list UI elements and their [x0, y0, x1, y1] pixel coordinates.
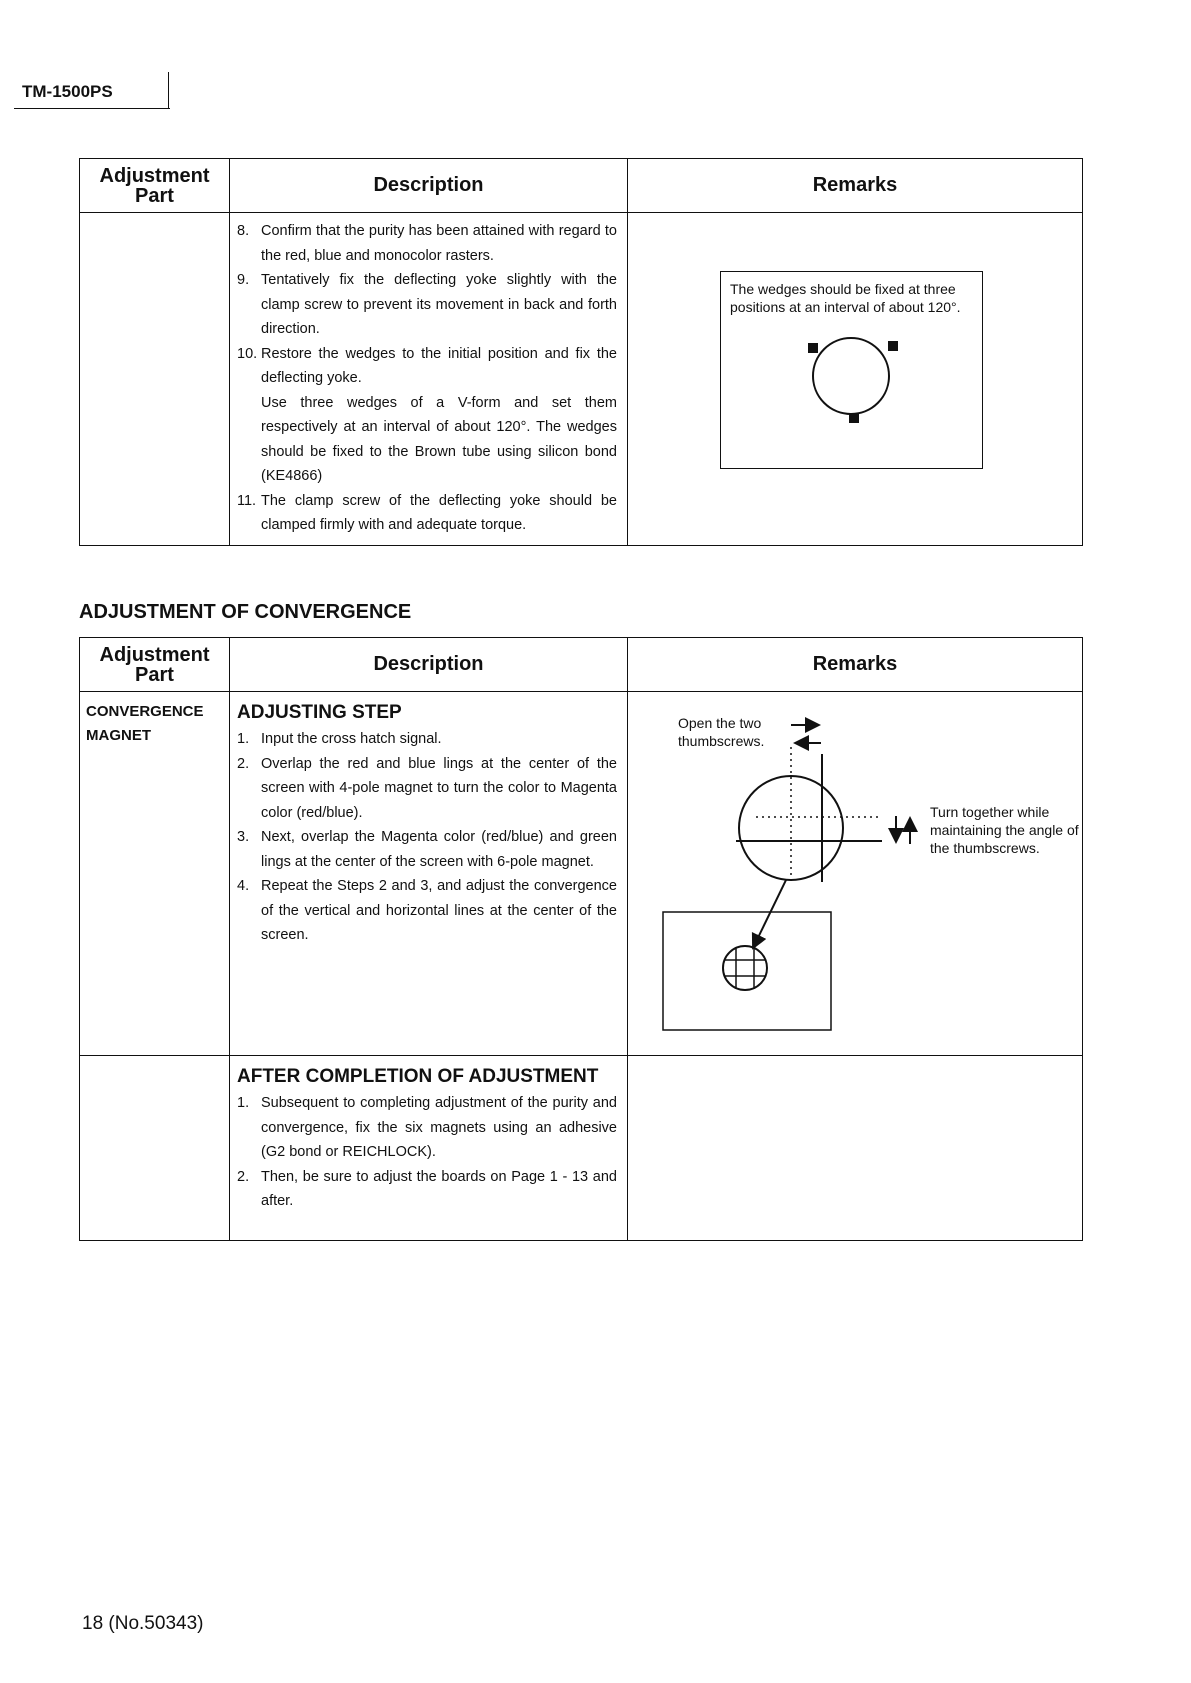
remarks-cell	[628, 213, 1083, 546]
list-item: 11. The clamp screw of the deflecting yoke should be clamped firmly with and adequate torque.	[237, 492, 617, 533]
tube-circle	[813, 338, 889, 414]
crosshatch-icon	[723, 946, 767, 990]
model-number: TM-1500PS	[22, 82, 113, 101]
header-rule	[14, 108, 170, 109]
wedge-diagram	[720, 271, 983, 469]
pointer-arrow-icon	[753, 880, 786, 948]
list-item: 4. Repeat the Steps 2 and 3, and adjust the convergence of the vertical and horizontal lines at the center of the screen.	[237, 878, 617, 943]
wedge-note: The wedges should be fixed at three positions at an interval of about 120°.	[730, 281, 961, 315]
list-item: 1. Subsequent to completing adjustment of the purity and convergence, fix the six magnets using an adhesive (G2 bond or REICHLOCK).	[237, 1095, 617, 1160]
wedge-marker	[888, 341, 898, 351]
adjusting-step-heading: ADJUSTING STEP	[237, 702, 402, 723]
remarks-cell-empty	[628, 1056, 1083, 1241]
list-item: 10. Restore the wedges to the initial position and fix the deflecting yoke.	[237, 345, 617, 386]
convergence-diagram	[628, 692, 1083, 1054]
list-item: 9. Tentatively fix the deflecting yoke slightly with the clamp screw to prevent its movement in back and forth direction.	[237, 272, 617, 337]
after-completion-heading: AFTER COMPLETION OF ADJUSTMENT	[237, 1066, 599, 1087]
list-item: 8. Confirm that the purity has been attained with regard to the red, blue and monocolor rasters.	[237, 223, 617, 264]
list-item: 1. Input the cross hatch signal.	[237, 731, 442, 747]
page-number: 18 (No.50343)	[82, 1613, 204, 1634]
remarks-cell	[628, 692, 1083, 1056]
list-item: 2. Overlap the red and blue lings at the center of the screen with 4-pole magnet to turn the color to Magenta color (red/blue).	[237, 755, 617, 821]
list-item: 2. Then, be sure to adjust the boards on Page 1 - 13 and after.	[237, 1168, 617, 1209]
header-remarks: Remarks	[628, 638, 1083, 692]
wedge-circle-figure	[721, 272, 982, 468]
purity-table	[79, 158, 1083, 546]
wedge-marker	[849, 413, 859, 423]
part-cell	[80, 692, 230, 1056]
header-remarks: Remarks	[628, 159, 1083, 213]
header-description: Description	[230, 638, 628, 692]
description-cell	[230, 692, 628, 1056]
part-cell-empty	[80, 213, 230, 546]
turn-together-label: Turn together while maintaining the angle of the thumbscrews.	[930, 804, 1079, 856]
open-thumbscrews-label: Open the two thumbscrews.	[678, 715, 765, 749]
magnet-circle	[739, 776, 843, 880]
wedge-marker	[808, 343, 818, 353]
header-rule-vertical	[168, 72, 169, 109]
header-adjustment-part: Adjustment Part	[80, 159, 230, 213]
list-item: 3. Next, overlap the Magenta color (red/blue) and green lings at the center of the screen with 6-pole magnet.	[237, 829, 617, 870]
convergence-table	[79, 637, 1083, 1241]
screen-rectangle	[663, 912, 831, 1030]
header-adjustment-part: Adjustment Part	[80, 638, 230, 692]
part-name-line2: MAGNET	[86, 727, 151, 744]
part-name-line1: CONVERGENCE	[86, 703, 204, 720]
description-cell	[230, 1056, 628, 1241]
magnet-figure	[628, 692, 1083, 1054]
part-cell-empty	[80, 1056, 230, 1241]
header-description: Description	[230, 159, 628, 213]
description-cell	[230, 213, 628, 546]
wedge-instructions: Use three wedges of a V-form and set them respectively at an interval of about 120°. The wedges should be fixed to the Brown tube using silicon bond (KE4866)	[261, 394, 617, 484]
section-title: ADJUSTMENT OF CONVERGENCE	[79, 601, 412, 623]
